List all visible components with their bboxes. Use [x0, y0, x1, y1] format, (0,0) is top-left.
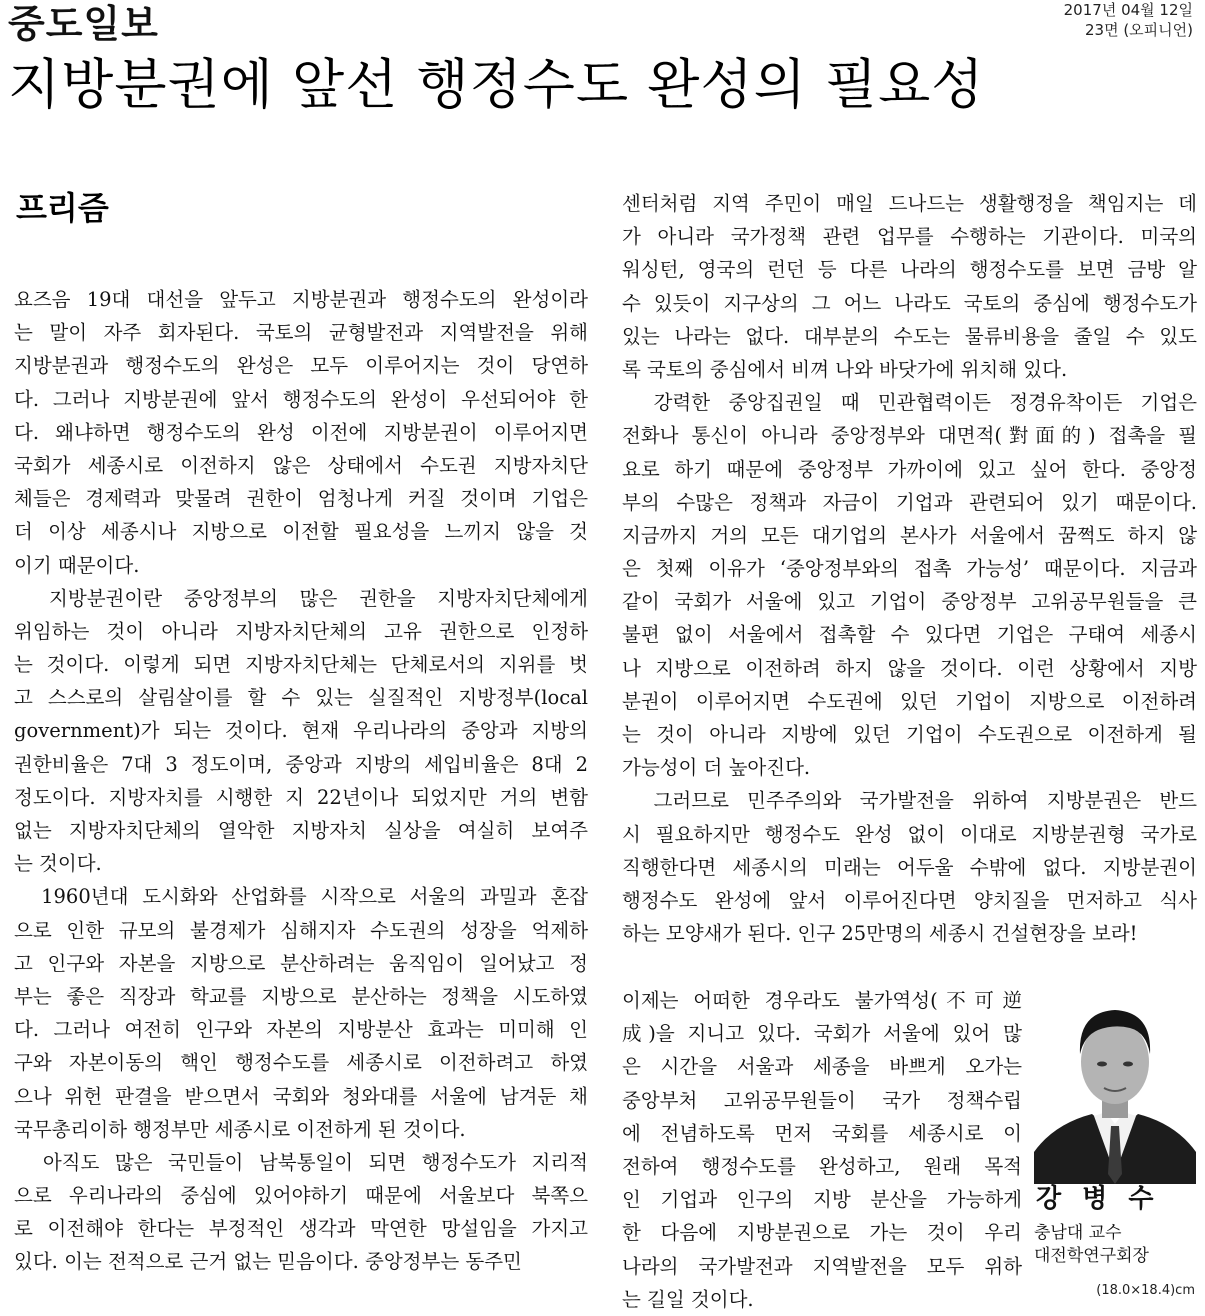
article-line: 인 기업과 인구의 지방 분산을 가능하게 [622, 1188, 1022, 1212]
article-line: 위임하는 것이 아니라 지방자치단체의 고유 권한으로 인정하 [14, 619, 588, 643]
article-line: 요즈음 19대 대선을 앞두고 지방분권과 행정수도의 완성이라 [14, 288, 588, 311]
article-line: 지방분권과 행정수도의 완성은 모두 이루어지는 것이 당연하 [14, 354, 588, 378]
article-line: government)가 되는 것이다. 현재 우리나라의 중앙과 지방의 [14, 719, 588, 743]
author-organization: 대전학연구회장 [1034, 1246, 1149, 1266]
article-line: 중앙부처 고위공무원들이 국가 정책수립 [622, 1088, 1022, 1112]
article-line: 같이 국회가 서울에 있고 기업이 중앙정부 고위공무원들을 큰 [622, 590, 1197, 614]
article-line: 국무총리이하 행정부만 세종시로 이전하게 된 것이다. [14, 1117, 466, 1141]
author-name: 강 병 수 [1036, 1184, 1160, 1214]
article-line: 는 말이 자주 회자된다. 국토의 균형발전과 지역발전을 위해 [14, 321, 588, 345]
article-line: 에 전념하도록 먼저 국회를 세종시로 이 [622, 1121, 1022, 1145]
article-line: 행정수도 완성에 앞서 이루어진다면 양치질을 먼저하고 식사 [622, 888, 1197, 912]
article-line: 이제는 어떠한 경우라도 불가역성(不可逆 [622, 989, 1022, 1012]
article-line: 지방분권이란 중앙정부의 많은 권한을 지방자치단체에게 [14, 586, 588, 610]
publication-meta [1064, 0, 1193, 40]
article-line: 있다. 이는 전적으로 근거 없는 믿음이다. 중앙정부는 동주민 [14, 1250, 522, 1274]
article-line: 하는 모양새가 된다. 인구 25만명의 세종시 건설현장을 보라! [622, 922, 1138, 946]
article-line: 으로 우리나라의 중심에 있어야하기 때문에 서울보다 북쪽으 [14, 1184, 588, 1208]
article-line: 정도이다. 지방자치를 시행한 지 22년이나 되었지만 거의 변함 [14, 785, 588, 809]
article-line: 구와 자본이동의 핵인 행정수도를 세종시로 이전하려고 하였 [14, 1051, 588, 1075]
article-line: 은 첫째 이유가 ‘중앙정부와의 접촉 가능성’ 때문이다. 지금과 [622, 557, 1197, 581]
article-column-left [14, 283, 588, 1279]
article-line: 시 필요하지만 행정수도 완성 없이 이대로 지방분권형 국가로 [622, 822, 1197, 846]
article-line: 수 있듯이 지구상의 그 어느 나라도 국토의 중심에 행정수도가 [622, 291, 1197, 315]
article-line: 부의 수많은 정책과 자금이 기업과 관련되어 있기 때문이다. [622, 490, 1197, 514]
article-line: 成)을 지니고 있다. 국회가 서울에 있어 많 [622, 1022, 1022, 1046]
author-position: 충남대 교수 [1034, 1223, 1122, 1243]
article-line: 으로 인한 규모의 불경제가 심해지자 수도권의 성장을 억제하 [14, 918, 588, 942]
article-line: 다. 그러나 지방분권에 앞서 행정수도의 완성이 우선되어야 한 [14, 387, 588, 411]
article-line: 워싱턴, 영국의 런던 등 다른 나라의 행정수도를 보면 금방 알 [622, 258, 1197, 282]
publication-date: 2017년 04월 12일 [1063, 1, 1193, 19]
article-line: 는 것이다. 이렇게 되면 지방자치단체는 단체로서의 지위를 벗 [14, 653, 588, 677]
page-section: 23면 (오피니언) [1084, 21, 1193, 39]
article-line: 는 길일 것이다. [622, 1287, 754, 1311]
clipping-size: (18.0×18.4)cm [1096, 1283, 1195, 1298]
column-name: 프리즘 [16, 189, 109, 227]
article-line: 는 것이 아니라 지방에 있던 기업이 수도권으로 이전하게 될 [622, 723, 1197, 746]
article-line: 전하여 행정수도를 완성하고, 원래 목적 [622, 1154, 1022, 1178]
article-line: 있는 나라는 없다. 대부분의 수도는 물류비용을 줄일 수 있도 [622, 324, 1197, 348]
article-line: 체들은 경제력과 맞물려 권한이 엄청나게 커질 것이며 기업은 [14, 487, 588, 511]
author-photo [1034, 984, 1196, 1184]
article-line: 나라의 국가발전과 지역발전을 모두 위하 [622, 1254, 1022, 1278]
article-line: 로 이전해야 한다는 부정적인 생각과 막연한 망설임을 가지고 [14, 1217, 588, 1241]
article-line: 그러므로 민주주의와 국가발전을 위하여 지방분권은 반드 [622, 789, 1197, 813]
headline: 지방분권에 앞선 행정수도 완성의 필요성 [8, 53, 985, 116]
article-line: 다. 왜냐하면 행정수도의 완성 이전에 지방분권이 이루어지면 [14, 420, 588, 444]
article-line: 부는 좋은 직장과 학교를 지방으로 분산하는 정책을 시도하였 [14, 984, 588, 1008]
article-line: 불편 없이 서울에서 접촉할 수 있다면 기업은 구태여 세종시 [622, 623, 1197, 647]
article-line: 권한비율은 7대 3 정도이며, 중앙과 지방의 세입비율은 8대 2 [14, 752, 588, 776]
article-line: 요로 하기 때문에 중앙정부 가까이에 있고 싶어 한다. 중앙정 [622, 457, 1197, 481]
article-line: 나 지방으로 이전하려 하지 않을 것이다. 이런 상황에서 지방 [622, 656, 1197, 680]
article-line: 직행한다면 세종시의 미래는 어두울 수밖에 없다. 지방분권이 [622, 855, 1197, 879]
article-line: 가 아니라 국가정책 관련 업무를 수행하는 기관이다. 미국의 [622, 225, 1197, 249]
article-line: 센터처럼 지역 주민이 매일 드나드는 생활행정을 책임지는 데 [622, 192, 1197, 215]
article-line: 은 시간을 서울과 세종을 바쁘게 오가는 [622, 1055, 1022, 1079]
masthead: 중도일보 [8, 2, 159, 46]
article-line: 더 이상 세종시나 지방으로 이전할 필요성을 느끼지 않을 것 [14, 520, 588, 544]
article-line: 가능성이 더 높아진다. [622, 756, 811, 780]
article-line: 고 스스로의 살림살이를 할 수 있는 실질적인 지방정부(local [14, 686, 588, 710]
article-line: 으나 위헌 판결을 받으면서 국회와 청와대를 서울에 남겨둔 채 [14, 1084, 588, 1108]
author-affiliation [1034, 1222, 1149, 1268]
article-line: 다. 그러나 여전히 인구와 자본의 지방분산 효과는 미미해 인 [14, 1018, 588, 1042]
article-line: 1960년대 도시화와 산업화를 시작으로 서울의 과밀과 혼잡 [14, 885, 588, 909]
article-line: 는 것이다. [14, 852, 102, 876]
article-line: 없는 지방자치단체의 열악한 지방자치 실상을 여실히 보여주 [14, 819, 588, 842]
author-portrait-image [1034, 984, 1196, 1184]
article-line: 전화나 통신이 아니라 중앙정부와 대면적(對面的) 접촉을 필 [622, 424, 1197, 448]
article-line: 분권이 이루어지면 수도권에 있던 기업이 지방으로 이전하려 [622, 689, 1197, 713]
article-line: 이기 때문이다. [14, 553, 140, 577]
article-column-right-continued [622, 984, 1022, 1316]
article-column-right [622, 187, 1197, 950]
article-line: 강력한 중앙집권일 때 민관협력이든 정경유착이든 기업은 [622, 391, 1197, 415]
article-line: 고 인구와 자본을 지방으로 분산하려는 움직임이 일어났고 정 [14, 951, 588, 975]
article-line: 록 국토의 중심에서 비껴 나와 바닷가에 위치해 있다. [622, 357, 1068, 381]
article-line: 국회가 세종시로 이전하지 않은 상태에서 수도권 지방자치단 [14, 453, 588, 477]
article-line: 한 다음에 지방분권으로 가는 것이 우리 [622, 1221, 1022, 1245]
article-line: 지금까지 거의 모든 대기업의 본사가 서울에서 꿈쩍도 하지 않 [622, 523, 1197, 547]
article-line: 아직도 많은 국민들이 남북통일이 되면 행정수도가 지리적 [14, 1150, 588, 1174]
